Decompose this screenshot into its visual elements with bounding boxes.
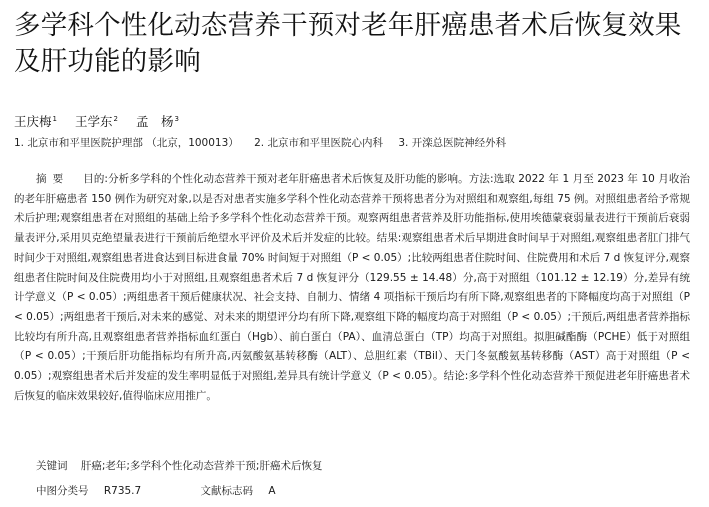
author-affil-mark: 1 xyxy=(52,114,57,123)
author-2 xyxy=(75,114,118,129)
affiliation-2: 2. 北京市和平里医院心内科 xyxy=(254,137,383,149)
doc-code-value: A xyxy=(268,485,276,497)
affiliation-1: 1. 北京市和平里医院护理部 （北京，100013） xyxy=(14,137,239,149)
author-3 xyxy=(136,114,179,129)
clc-value: R735.7 xyxy=(103,485,142,497)
author-name: 王庆梅 xyxy=(14,114,52,129)
author-name: 孟 杨 xyxy=(135,114,174,129)
affiliation-list xyxy=(14,135,518,150)
affiliation-3: 3. 开滦总医院神经外科 xyxy=(398,137,507,149)
clc-label: 中图分类号 xyxy=(36,485,89,497)
author-1 xyxy=(14,114,57,129)
paper-title: 多学科个性化动态营养干预对老年肝癌患者术后恢复效果及肝功能的影响 xyxy=(14,10,682,77)
author-affil-mark: 3 xyxy=(174,114,179,123)
abstract xyxy=(14,170,690,406)
author-name: 王学东 xyxy=(74,114,113,129)
keywords-label: 关键词 xyxy=(36,460,68,472)
author-affil-mark: 2 xyxy=(113,114,118,123)
abstract-label: 摘要 xyxy=(36,173,70,185)
keywords xyxy=(36,458,322,473)
abstract-text: 目的:分析多学科的个性化动态营养干预对老年肝癌患者术后恢复及肝功能的影响。方法:选取 2022 年 1 月至 2023 年 10 月收治的老年肝癌患者 150 例作为研究对象,以是否对患者实施多学科个性化动态营养干预将患者分为对照组和观察组,每组 75 例。对照组患者给予常规术后护理;观察组患者在对照组的基础上给予多学科个性化动态营养干预。观察两组患者营养及肝功能指标,使用埃德蒙衰弱量表进行干预前后衰弱量表评分,采用贝克绝望量表进行干预前后绝望水平评价及术后并发症的比较。结果:观察组患者术后早期进食时间早于对照组,观察组患者肛门排气时间少于对照组,观察组患者进食达到目标进食量 70% 时间短于对照组（P < 0.05）;比较两组患者住院时间、住院费用和术后 7 d 恢复评分,观察组患者住院时间及住院费用均小于对照组,且观察组患者术后 7 d 恢复评分（129.55 ± 14.48）分,高于对照组（101.12 ± 12.19）分,差异有统计学意义（P < 0.05）;两组患者干预后健康状况、社会支持、自制力、情绪 4 项指标干预后均有所下降,观察组患者的下降幅度均高于对照组（P < 0.05）;两组患者干预后,对未来的感觉、对未来的期望评分均有所下降,观察组下降的幅度均高于对照组（P < 0.05）;干预后,两组患者营养指标比较均有所升高,且观察组患者营养指标血红蛋白（Hgb）、前白蛋白（PA）、血清总蛋白（TP）均高于对照组。拟胆碱酯酶（PCHE）低于对照组（P < 0.05）;干预后肝功能指标均有所升高,丙氨酸氨基转移酶（ALT）、总胆红素（TBil）、天门冬氨酸氨基转移酶（AST）高于对照组（P < 0.05）;观察组患者术后并发症的发生率明显低于对照组,差异具有统计学意义（P < 0.05）。结论:多学科个性化动态营养干预促进老年肝癌患者术后恢复的临床效果较好,值得临床应用推广。 xyxy=(14,173,690,402)
classification xyxy=(36,483,276,498)
doc-code-label: 文献标志码 xyxy=(200,485,254,497)
author-list xyxy=(14,112,193,130)
keywords-text: 肝癌;老年;多学科个性化动态营养干预;肝癌术后恢复 xyxy=(80,460,323,472)
